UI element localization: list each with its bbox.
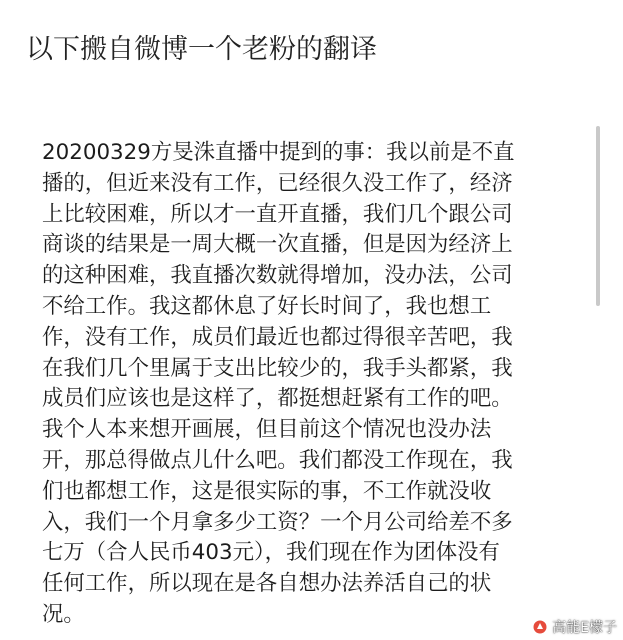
post-content — [42, 138, 582, 640]
text-line: 入，我们一个月拿多少工资？一个月公司给差不多 — [42, 509, 513, 535]
platform-logo-icon — [532, 619, 548, 635]
text-line: 况。 — [42, 601, 85, 627]
text-line: 成员们应该也是这样了，都挺想赶紧有工作的吧。 — [42, 386, 513, 412]
text-line: 们也都想工作，这是很实际的事，不工作就没收 — [42, 478, 492, 504]
watermark-text: 高能E檬子 — [552, 620, 617, 636]
text-line: 播的，但近来没有工作，已经很久没工作了，经济 — [42, 170, 513, 196]
text-line: 作，没有工作，成员们最近也都过得很辛苦吧，我 — [42, 324, 513, 350]
text-line: 的这种困难，我直播次数就得增加，没办法，公司 — [42, 263, 513, 289]
page-title: 以下搬自微博一个老粉的翻译 — [26, 34, 377, 65]
text-line: 七万（合人民币403元），我们现在作为团体没有 — [42, 540, 500, 566]
text-line: 不给工作。我这都休息了好长时间了，我也想工 — [42, 293, 492, 319]
text-line: 20200329方旻洙直播中提到的事：我以前是不直 — [42, 140, 515, 165]
text-line: 我个人本来想开画展，但目前这个情况也没办法 — [42, 417, 492, 443]
text-line: 开，那总得做点儿什么吧。我们都没工作现在，我 — [42, 447, 513, 473]
watermark — [532, 616, 617, 638]
text-line: 在我们几个里属于支出比较少的，我手头都紧，我 — [42, 355, 513, 381]
text-line: 商谈的结果是一周大概一次直播，但是因为经济上 — [42, 232, 513, 258]
vertical-scrollbar[interactable] — [596, 126, 600, 306]
text-line: 任何工作，所以现在是各自想办法养活自己的状 — [42, 571, 492, 597]
text-line: 上比较困难，所以才一直开直播，我们几个跟公司 — [42, 201, 513, 227]
